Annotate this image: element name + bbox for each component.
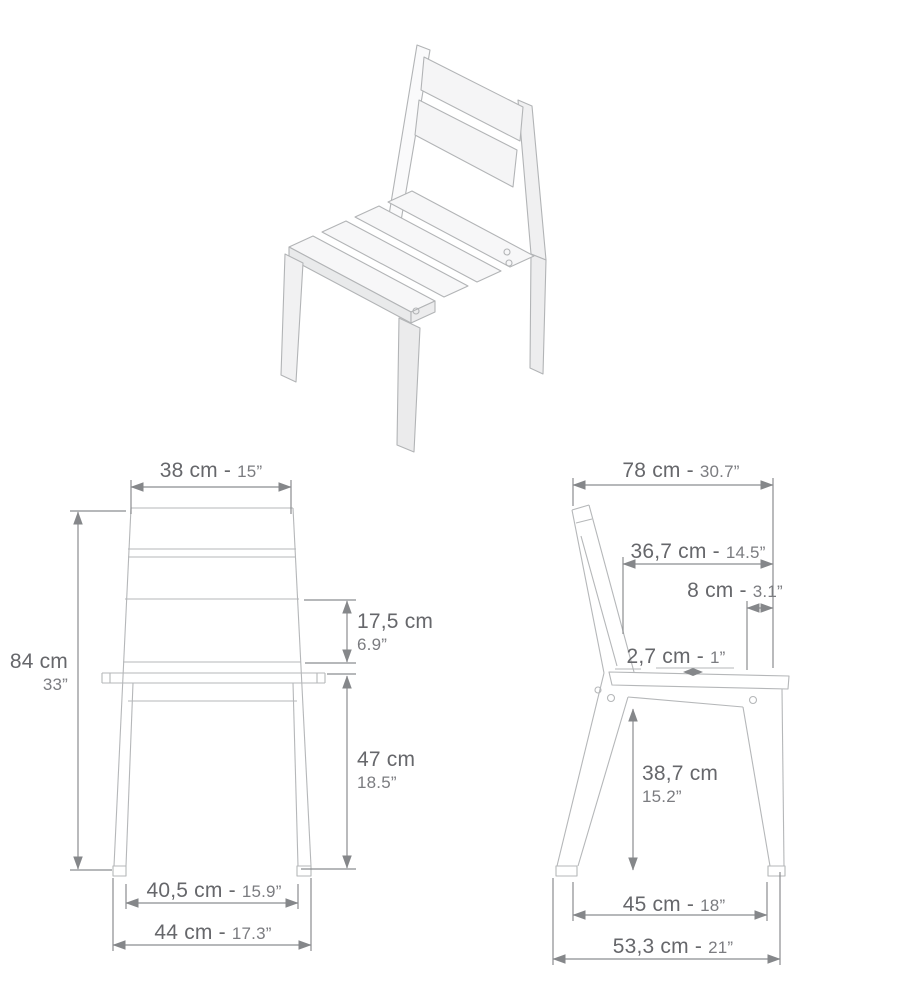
side-backrest-depth-label: 36,7 cm - 14.5” xyxy=(630,540,766,563)
front-inner-leg-span-label: 40,5 cm - 15.9” xyxy=(146,879,282,902)
front-backrest-width-label: 38 cm - 15” xyxy=(159,459,263,482)
front-base-width-label: 44 cm - 17.3” xyxy=(154,921,272,944)
side-seat-overhang-label: 8 cm - 3.1” xyxy=(687,579,783,602)
front-view-drawing xyxy=(102,508,325,876)
front-backrest-height-label: 17,5 cm 6.9” xyxy=(357,610,434,654)
front-total-height-label: 84 cm 33” xyxy=(9,650,68,694)
side-leg-span-label: 45 cm - 18” xyxy=(622,893,726,916)
side-base-depth-label: 53,3 cm - 21” xyxy=(612,935,734,958)
side-under-seat-height-label: 38,7 cm 15.2” xyxy=(642,762,719,806)
side-total-depth-label: 78 cm - 30.7” xyxy=(622,459,740,482)
chair-3d-view xyxy=(281,45,546,452)
front-seat-height-label: 47 cm 18.5” xyxy=(357,748,416,792)
side-seat-thickness-label: 2,7 cm - 1” xyxy=(626,645,726,668)
